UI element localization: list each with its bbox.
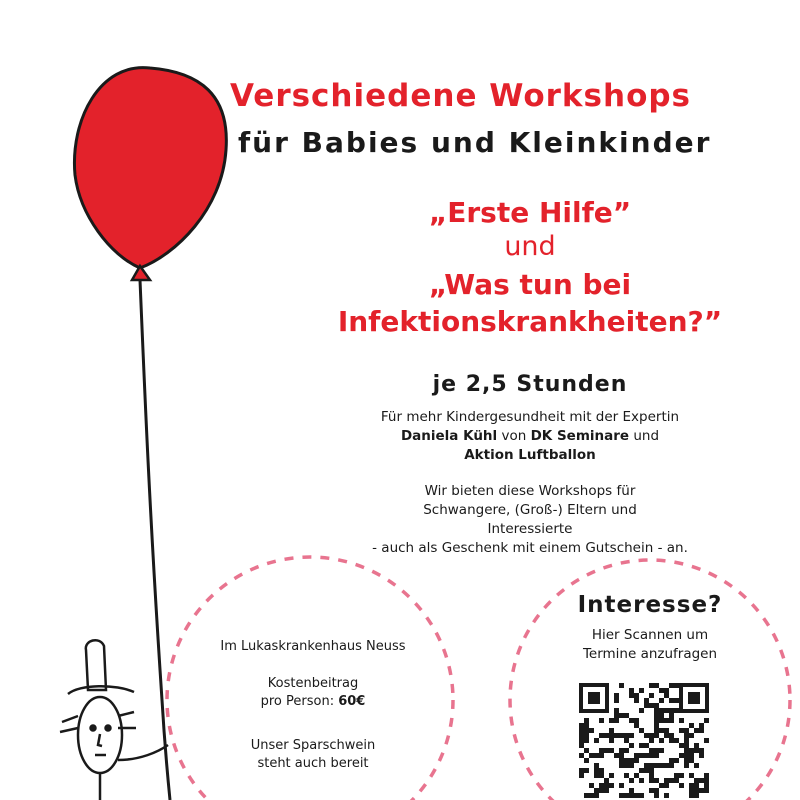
qr-module [654, 718, 659, 723]
qr-module [679, 728, 684, 733]
qr-module [669, 713, 674, 718]
qr-module [679, 718, 684, 723]
qr-module [619, 748, 624, 753]
expert-intro: Für mehr Kindergesundheit mit der Expertin [380, 409, 680, 425]
qr-module [639, 793, 644, 798]
qr-module [654, 748, 659, 753]
qr-module [664, 718, 669, 723]
qr-module [654, 723, 659, 728]
qr-module [654, 788, 659, 793]
qr-module [689, 758, 694, 763]
qr-module [604, 778, 609, 783]
qr-module [594, 788, 599, 793]
qr-module [664, 708, 669, 713]
qr-module [604, 783, 609, 788]
qr-module [649, 683, 654, 688]
qr-module [584, 733, 589, 738]
qr-module [699, 778, 704, 783]
qr-module [634, 753, 639, 758]
qr-module [684, 753, 689, 758]
qr-module [634, 793, 639, 798]
qr-module [579, 768, 584, 773]
qr-module [659, 688, 664, 693]
qr-module [579, 753, 584, 758]
qr-module [624, 748, 629, 753]
qr-code-icon[interactable] [578, 682, 710, 800]
qr-module [639, 708, 644, 713]
qr-module [614, 718, 619, 723]
qr-module [594, 763, 599, 768]
qr-module [664, 763, 669, 768]
qr-module [579, 743, 584, 748]
qr-module [694, 783, 699, 788]
course-infections-line2: Infektionskrankheiten?” [337, 305, 723, 338]
offer-line-4: - auch als Geschenk mit einem Gutschein - an. [372, 540, 688, 556]
qr-module [594, 738, 599, 743]
and-word: und [629, 428, 660, 444]
qr-module [659, 783, 664, 788]
qr-module [609, 748, 614, 753]
qr-module [624, 758, 629, 763]
fee-line [188, 693, 438, 711]
company-name: DK Seminare [530, 428, 630, 444]
qr-module [659, 738, 664, 743]
qr-module [654, 708, 659, 713]
qr-module [669, 733, 674, 738]
qr-module [649, 733, 654, 738]
qr-module [629, 778, 634, 783]
qr-module [579, 773, 584, 778]
qr-module [634, 773, 639, 778]
expert-name: Daniela Kühl [400, 428, 498, 444]
qr-module [599, 718, 604, 723]
qr-module [679, 773, 684, 778]
qr-module [629, 743, 634, 748]
qr-module [669, 738, 674, 743]
qr-module [684, 758, 689, 763]
qr-module [704, 773, 709, 778]
course-first-aid: „Erste Hilfe” [428, 196, 632, 229]
expert-von: von [497, 428, 531, 444]
qr-module [674, 708, 679, 713]
qr-module [584, 793, 589, 798]
headline: Verschiedene Workshops [230, 78, 692, 114]
qr-module [619, 713, 624, 718]
qr-module [619, 753, 624, 758]
qr-module [634, 693, 639, 698]
qr-module [659, 763, 664, 768]
qr-module [604, 733, 609, 738]
qr-module [694, 788, 699, 793]
qr-module [584, 723, 589, 728]
qr-module [609, 783, 614, 788]
qr-module [584, 768, 589, 773]
qr-module [654, 778, 659, 783]
qr-module [699, 788, 704, 793]
qr-module [659, 748, 664, 753]
qr-module [639, 778, 644, 783]
qr-module [684, 733, 689, 738]
qr-module [669, 718, 674, 723]
qr-module [654, 728, 659, 733]
qr-module [664, 733, 669, 738]
qr-module [619, 763, 624, 768]
qr-module [684, 763, 689, 768]
qr-module [589, 753, 594, 758]
qr-module [689, 753, 694, 758]
qr-module [629, 763, 634, 768]
qr-module [584, 718, 589, 723]
qr-module [639, 688, 644, 693]
qr-module [624, 773, 629, 778]
qr-module [674, 698, 679, 703]
qr-module [649, 788, 654, 793]
qr-module [659, 698, 664, 703]
qr-module [614, 693, 619, 698]
qr-module [684, 728, 689, 733]
qr-module [649, 768, 654, 773]
course-connector: und [504, 231, 556, 262]
fee-value: 60€ [338, 694, 366, 709]
qr-module [614, 713, 619, 718]
qr-module [599, 788, 604, 793]
qr-module [654, 763, 659, 768]
qr-module [689, 793, 694, 798]
qr-module [659, 708, 664, 713]
qr-module [604, 748, 609, 753]
qr-module [639, 743, 644, 748]
qr-module [594, 793, 599, 798]
qr-module [634, 718, 639, 723]
qr-module [594, 768, 599, 773]
qr-module [619, 793, 624, 798]
qr-module [689, 748, 694, 753]
qr-module [644, 703, 649, 708]
qr-module [644, 763, 649, 768]
qr-module [619, 758, 624, 763]
qr-module [654, 733, 659, 738]
qr-module [699, 748, 704, 753]
qr-module [664, 688, 669, 693]
qr-module [694, 728, 699, 733]
qr-module [694, 778, 699, 783]
fee-label: Kostenbeitrag [267, 676, 359, 691]
course-infections-line1: „Was tun bei [428, 268, 632, 301]
qr-module [624, 713, 629, 718]
offer-line-1: Wir bieten diese Workshops für [424, 483, 636, 499]
qr-module [624, 733, 629, 738]
qr-module [644, 733, 649, 738]
qr-module [629, 688, 634, 693]
qr-module [689, 788, 694, 793]
qr-module [654, 683, 659, 688]
qr-module [629, 693, 634, 698]
qr-module [679, 783, 684, 788]
qr-module [609, 773, 614, 778]
qr-module [609, 718, 614, 723]
qr-module [619, 783, 624, 788]
qr-module [649, 763, 654, 768]
qr-module [644, 743, 649, 748]
qr-module [654, 753, 659, 758]
qr-module [704, 783, 709, 788]
qr-module [699, 753, 704, 758]
qr-module [579, 738, 584, 743]
qr-module [664, 778, 669, 783]
qr-module [619, 683, 624, 688]
qr-module [579, 733, 584, 738]
qr-module [584, 738, 589, 743]
qr-module [639, 768, 644, 773]
qr-module [599, 768, 604, 773]
qr-module [679, 743, 684, 748]
qr-module [584, 748, 589, 753]
qr-module [649, 753, 654, 758]
qr-module [614, 753, 619, 758]
qr-module [614, 698, 619, 703]
duration: je 2,5 Stunden [432, 372, 628, 397]
qr-module [669, 763, 674, 768]
qr-module [689, 783, 694, 788]
qr-module [599, 753, 604, 758]
qr-module [609, 738, 614, 743]
qr-module [624, 793, 629, 798]
partner-name-text: Aktion Luftballon [464, 447, 596, 463]
qr-module [629, 793, 634, 798]
qr-module [684, 738, 689, 743]
qr-module [674, 683, 679, 688]
qr-module [644, 753, 649, 758]
qr-module [689, 733, 694, 738]
qr-module [654, 703, 659, 708]
qr-module [674, 778, 679, 783]
qr-module [674, 758, 679, 763]
expert-line [230, 427, 800, 446]
qr-module [669, 778, 674, 783]
qr-module [649, 748, 654, 753]
qr-module [664, 728, 669, 733]
qr-module [654, 713, 659, 718]
qr-module [669, 758, 674, 763]
qr-module [619, 733, 624, 738]
qr-module [704, 718, 709, 723]
qr-module [664, 783, 669, 788]
qr-module [659, 713, 664, 718]
qr-module [664, 793, 669, 798]
offer-line-2: Schwangere, (Groß-) Eltern und [423, 502, 637, 518]
venue: Im Lukaskrankenhaus Neuss [220, 639, 406, 654]
subheadline: für Babies und Kleinkinder [238, 126, 712, 159]
qr-module [604, 788, 609, 793]
qr-module [699, 728, 704, 733]
qr-module [624, 738, 629, 743]
qr-module [694, 763, 699, 768]
qr-module [649, 738, 654, 743]
piggy-line-2: steht auch bereit [257, 756, 369, 771]
qr-module [649, 703, 654, 708]
qr-module [654, 793, 659, 798]
qr-module [589, 783, 594, 788]
qr-module [634, 698, 639, 703]
qr-module [614, 733, 619, 738]
qr-module [609, 733, 614, 738]
qr-module [669, 708, 674, 713]
qr-module [649, 778, 654, 783]
qr-module [659, 718, 664, 723]
qr-module [679, 753, 684, 758]
qr-module [614, 708, 619, 713]
qr-module [624, 763, 629, 768]
qr-module [599, 783, 604, 788]
qr-module [599, 773, 604, 778]
qr-module [704, 778, 709, 783]
qr-module [704, 788, 709, 793]
qr-module [649, 773, 654, 778]
qr-module [669, 698, 674, 703]
qr-module [694, 793, 699, 798]
offer-line-3: Interessierte [487, 521, 573, 537]
qr-module [704, 738, 709, 743]
qr-module [629, 733, 634, 738]
qr-module [634, 723, 639, 728]
interest-heading: Interesse? [577, 592, 723, 618]
qr-module [639, 753, 644, 758]
qr-module [589, 793, 594, 798]
qr-module [649, 693, 654, 698]
piggy-line-1: Unser Sparschwein [250, 738, 376, 753]
qr-module [589, 728, 594, 733]
qr-module [599, 733, 604, 738]
qr-module [664, 693, 669, 698]
interest-sub-1: Hier Scannen um [591, 627, 709, 643]
qr-module [584, 728, 589, 733]
qr-module [684, 748, 689, 753]
qr-module [634, 758, 639, 763]
qr-module [644, 698, 649, 703]
qr-module [639, 728, 644, 733]
partner-name [230, 446, 800, 465]
qr-module [659, 728, 664, 733]
qr-module [629, 788, 634, 793]
qr-module [699, 723, 704, 728]
qr-module [594, 773, 599, 778]
qr-module [689, 723, 694, 728]
qr-module [694, 748, 699, 753]
qr-module [674, 738, 679, 743]
qr-module [584, 758, 589, 763]
qr-module [579, 723, 584, 728]
qr-module [694, 743, 699, 748]
qr-module [629, 758, 634, 763]
qr-module [669, 683, 674, 688]
qr-module [594, 753, 599, 758]
qr-module [599, 748, 604, 753]
qr-module [579, 728, 584, 733]
qr-module [684, 743, 689, 748]
interest-sub-2: Termine anzufragen [582, 646, 718, 662]
qr-module [644, 768, 649, 773]
qr-module [609, 728, 614, 733]
qr-module [629, 718, 634, 723]
fee-per-person: pro Person: [260, 694, 339, 709]
qr-module [674, 773, 679, 778]
qr-module [689, 773, 694, 778]
